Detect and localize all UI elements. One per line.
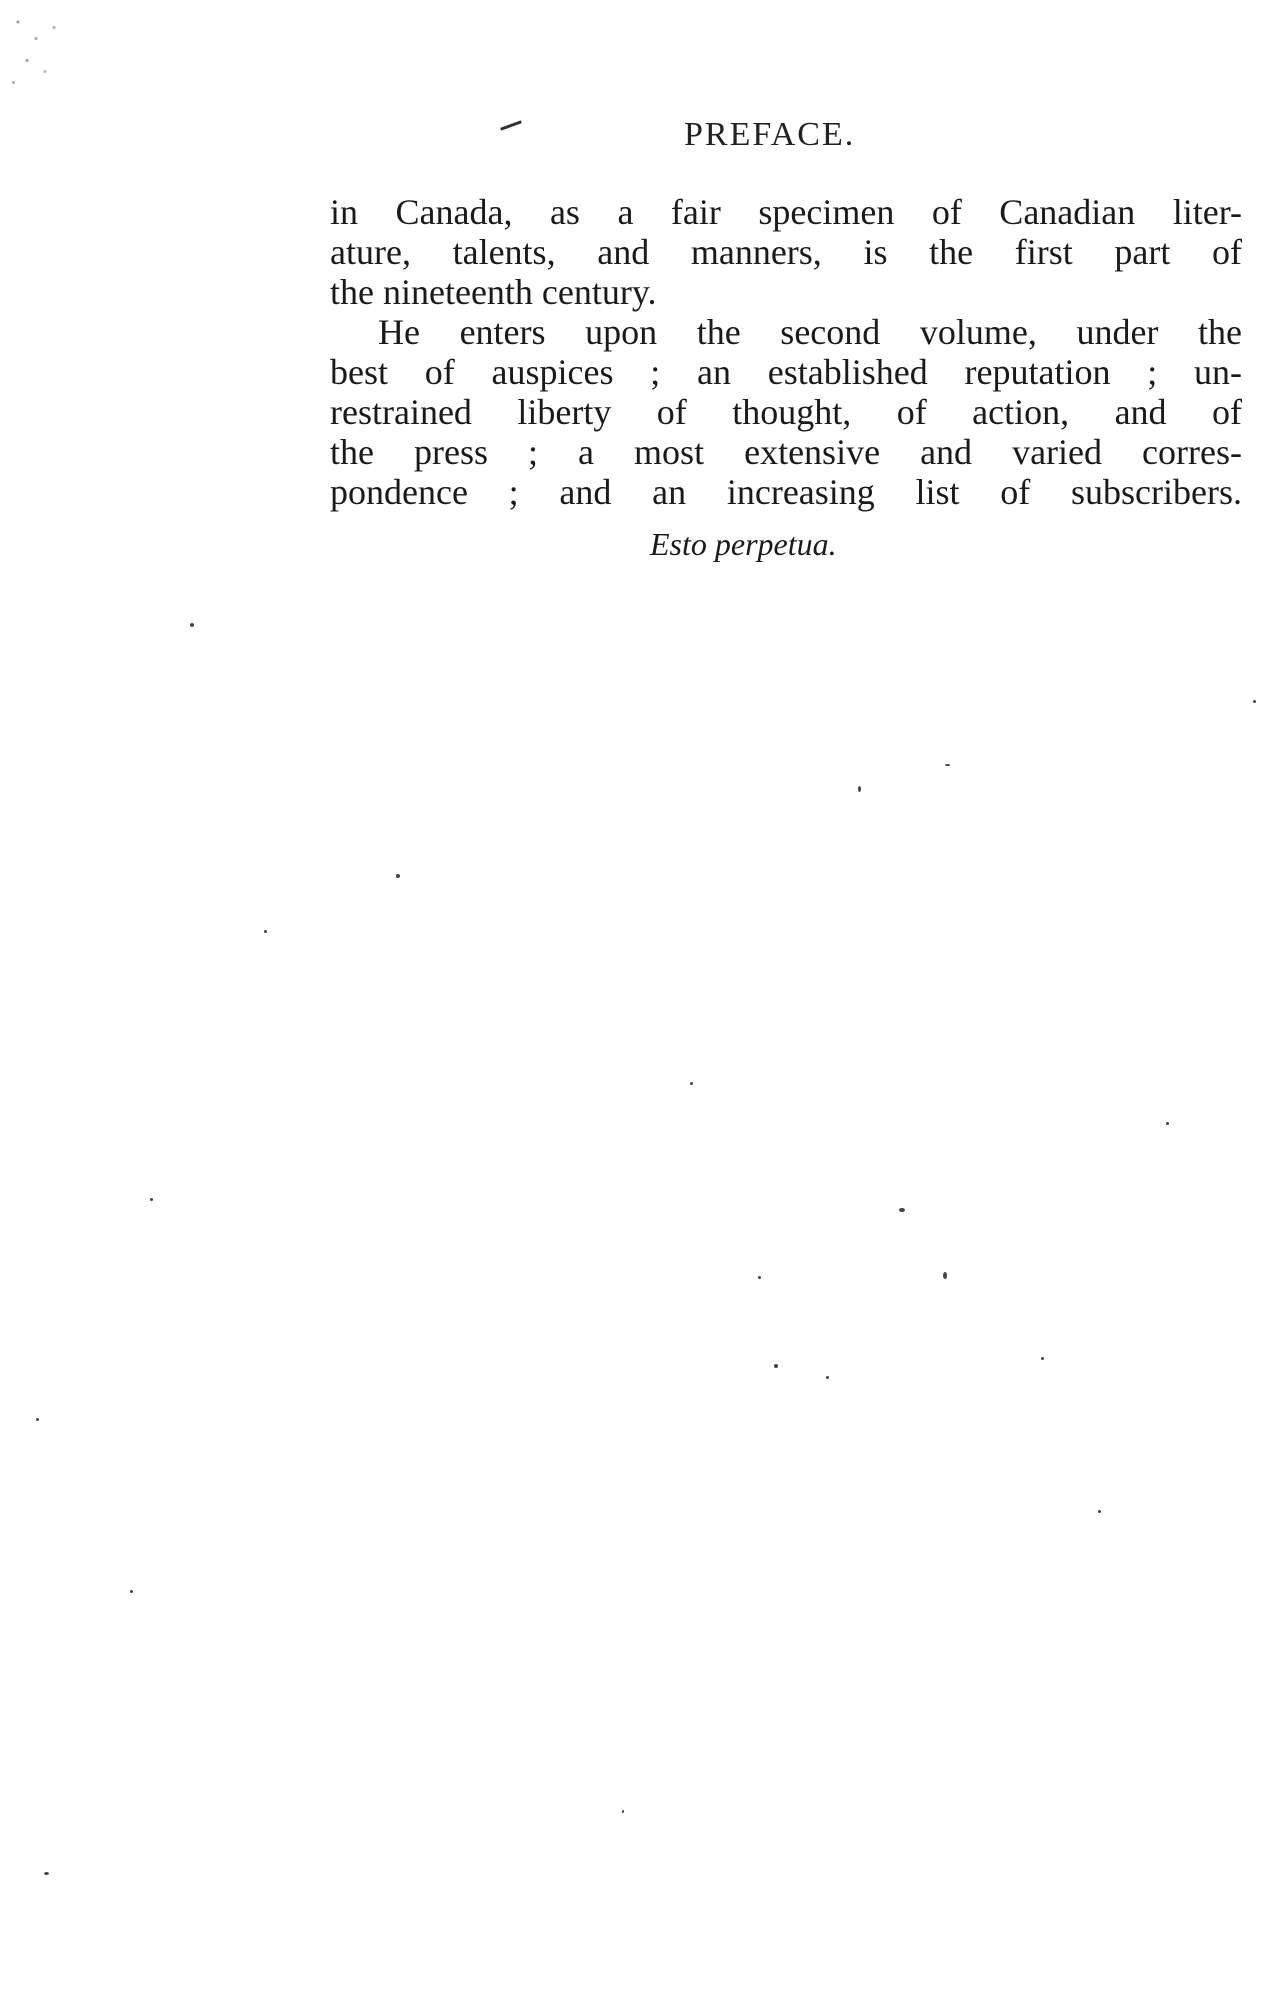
scan-speck xyxy=(826,1376,829,1379)
scan-speck xyxy=(190,623,194,627)
scan-noise xyxy=(0,0,90,110)
motto: Esto perpetua. xyxy=(650,526,837,562)
text-line: restrained liberty of thought, of action, and of xyxy=(330,392,1242,432)
scan-speck xyxy=(690,1082,693,1085)
scan-speck xyxy=(150,1198,153,1201)
scan-speck xyxy=(1166,1122,1169,1125)
scan-speck xyxy=(130,1590,133,1593)
header-mark xyxy=(500,120,522,130)
text-line: the press ; a most extensive and varied corres- xyxy=(330,432,1242,472)
text-line: the nineteenth century. xyxy=(330,272,657,312)
text-line: best of auspices ; an established reputation ; un- xyxy=(330,352,1242,392)
scan-speck xyxy=(1041,1357,1044,1360)
preface-body xyxy=(330,192,1242,512)
scan-speck xyxy=(758,1276,761,1279)
scan-speck xyxy=(622,1810,624,1813)
page-header: PREFACE. xyxy=(684,116,856,153)
scan-speck xyxy=(1253,700,1256,703)
text-line: He enters upon the second volume, under the xyxy=(378,312,1242,352)
text-line: ature, talents, and manners, is the first part of xyxy=(330,232,1242,272)
scan-speck xyxy=(858,786,861,792)
scan-speck xyxy=(36,1418,39,1421)
text-line: in Canada, as a fair specimen of Canadian liter- xyxy=(330,192,1242,232)
scan-speck xyxy=(945,764,950,766)
scan-speck xyxy=(1098,1510,1101,1513)
scan-speck xyxy=(774,1364,778,1368)
text-line: pondence ; and an increasing list of subscribers. xyxy=(330,472,1242,512)
scan-speck xyxy=(396,874,400,878)
scan-speck xyxy=(943,1272,947,1279)
scan-speck xyxy=(264,930,267,933)
scan-speck xyxy=(899,1208,905,1212)
scan-speck xyxy=(44,1872,49,1875)
